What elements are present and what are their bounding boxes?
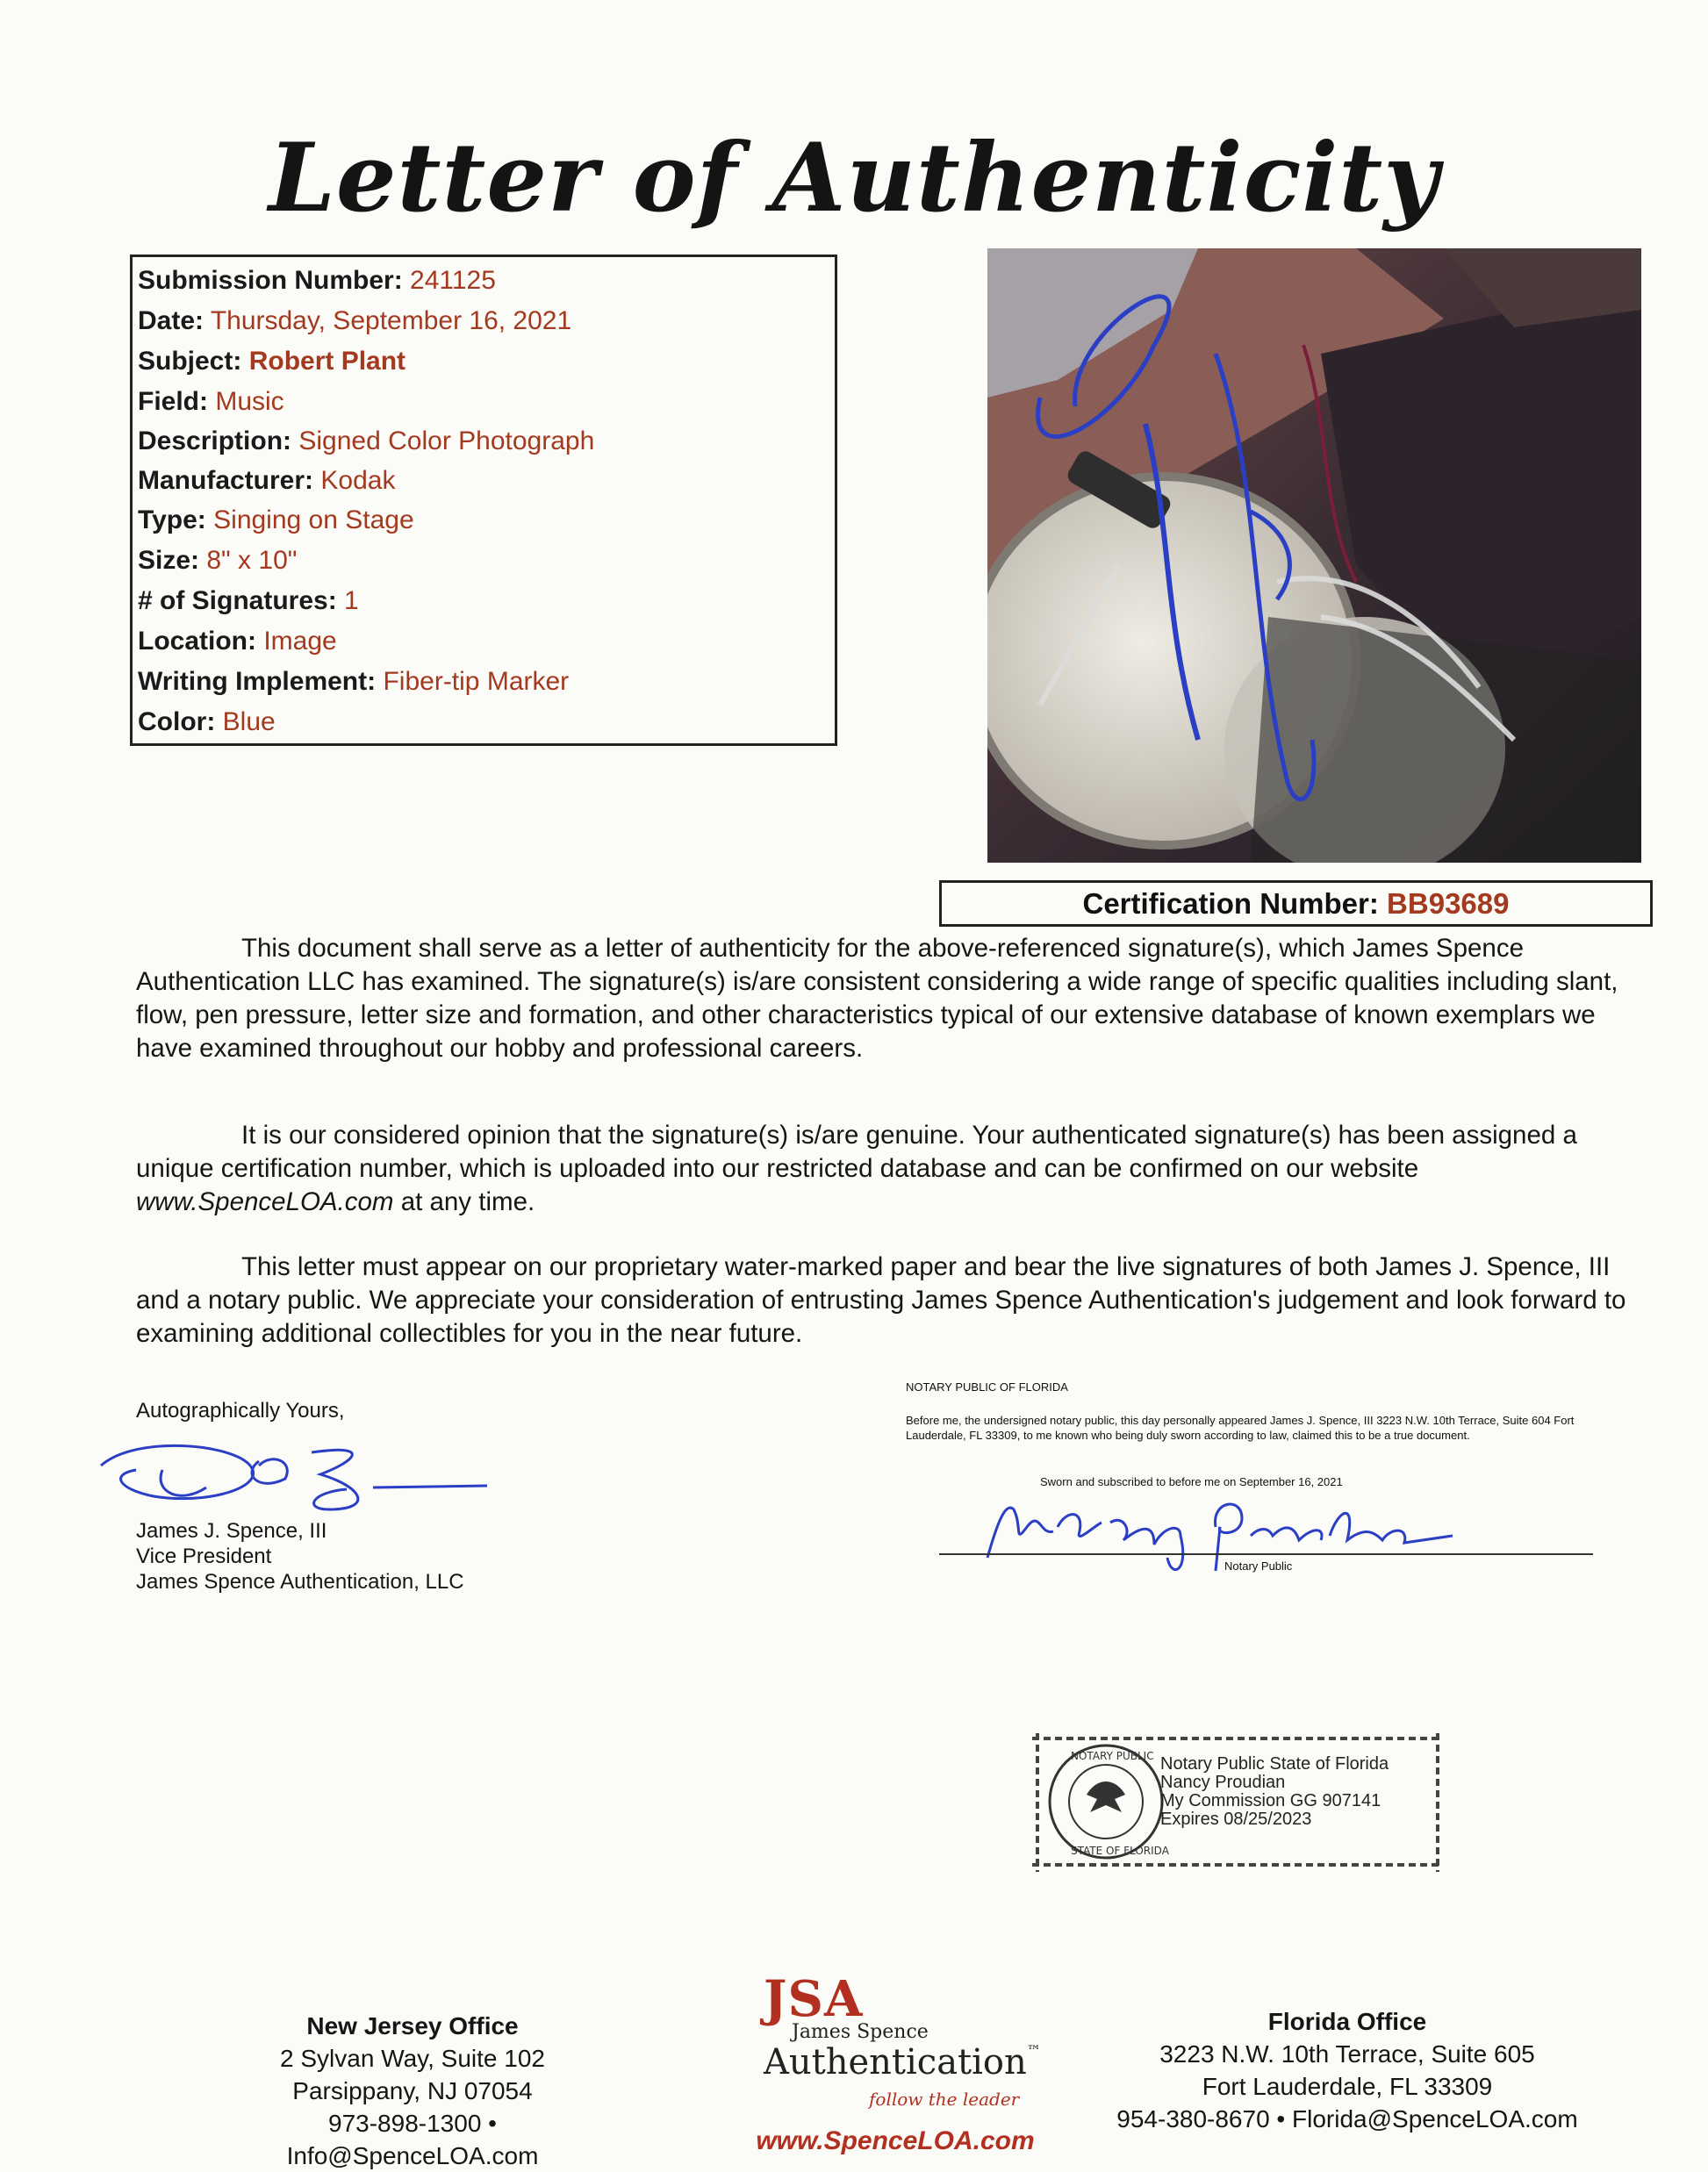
- seal-line-2: Nancy Proudian: [1160, 1773, 1286, 1792]
- notary-sworn-text: Sworn and subscribed to before me on September 16, 2021: [1040, 1475, 1343, 1488]
- website-link-inline[interactable]: www.SpenceLOA.com: [136, 1187, 394, 1216]
- detail-description: Description: Signed Color Photograph: [138, 427, 595, 455]
- seal-line-1: Notary Public State of Florida: [1160, 1754, 1389, 1774]
- notary-statement: Before me, the undersigned notary public, this day personally appeared James J. Spence, III 3223 N.W. 10th Terrace, Suite 604 Fort Lauderdale, FL 33309, to me known who being duly sworn according to law, claimed this to be a true document.: [906, 1414, 1575, 1442]
- detail-subject: Subject: Robert Plant: [138, 347, 406, 376]
- seal-line-4: Expires 08/25/2023: [1160, 1810, 1312, 1829]
- signer-company: James Spence Authentication, LLC: [136, 1570, 464, 1594]
- submission-details-box: [130, 254, 837, 746]
- seal-text-block: [1160, 1755, 1389, 1829]
- seal-ring-top: NOTARY PUBLIC: [1071, 1750, 1154, 1762]
- detail-color: Color: Blue: [138, 707, 276, 736]
- seal-ring-bottom: STATE OF FLORIDA: [1071, 1845, 1169, 1857]
- florida-office: Florida Office 3223 N.W. 10th Terrace, Suite 605 Fort Lauderdale, FL 33309 954-380-8670 • Florida@SpenceLOA.com: [1116, 2008, 1578, 2133]
- certification-label: Certification Number:: [1082, 887, 1379, 920]
- notary-signature-line: [939, 1553, 1593, 1555]
- jsa-logo: [728, 1970, 1062, 2146]
- jsa-logo-letters: JSA: [764, 1970, 864, 2028]
- seal-line-3: My Commission GG 907141: [1160, 1791, 1381, 1810]
- detail-type: Type: Singing on Stage: [138, 505, 414, 534]
- paragraph-watermark: This letter must appear on our proprietary water-marked paper and bear the live signatures of both James J. Spence, III and a notary public. We appreciate your consideration of entrusting James Spence Authentication's judgement and look forward to examining additional collectibles for you in the near future.: [136, 1252, 1626, 1348]
- signer-position: Vice President: [136, 1545, 272, 1568]
- paragraph-opinion: It is our considered opinion that the signature(s) is/are genuine. Your authenticated signature(s) has been assigned a unique certification number, which is uploaded into our restricted database and can be confirmed on our website www.SpenceLOA.com at any time.: [136, 1121, 1577, 1216]
- detail-date: Date: Thursday, September 16, 2021: [138, 306, 572, 335]
- signed-item-photo: [987, 248, 1641, 863]
- detail-signature-count: # of Signatures: 1: [138, 586, 359, 615]
- new-jersey-office: New Jersey Office 2 Sylvan Way, Suite 102 Parsippany, NJ 07054 973-898-1300 • Info@SpenceLOA.com: [280, 2012, 545, 2169]
- detail-submission-number: Submission Number: 241125: [138, 266, 496, 295]
- jsa-logo-authentication: Authentication™: [764, 2042, 1041, 2082]
- spence-signature-icon: [83, 1426, 496, 1523]
- certification-value: BB93689: [1387, 887, 1510, 920]
- website-link[interactable]: www.SpenceLOA.com: [756, 2126, 1035, 2155]
- detail-manufacturer: Manufacturer: Kodak: [138, 466, 396, 495]
- closing-text: Autographically Yours,: [136, 1399, 345, 1423]
- detail-field: Field: Music: [138, 387, 284, 416]
- notary-caption: Notary Public: [1224, 1559, 1293, 1573]
- notary-heading: NOTARY PUBLIC OF FLORIDA: [906, 1380, 1068, 1394]
- document-title: Letter of Authenticity: [268, 123, 1440, 233]
- detail-size: Size: 8" x 10": [138, 546, 298, 575]
- jsa-logo-tagline: follow the leader: [869, 2089, 1020, 2110]
- detail-writing-implement: Writing Implement: Fiber-tip Marker: [138, 667, 570, 696]
- jsa-logo-james-spence: James Spence: [792, 2021, 929, 2043]
- notary-signature-icon: [979, 1474, 1505, 1571]
- detail-location: Location: Image: [138, 627, 337, 656]
- certification-number-box: [939, 880, 1653, 927]
- paragraph-examination: This document shall serve as a letter of authenticity for the above-referenced signature(s), which James Spence Authentication LLC has examined. The signature(s) is/are consistent considering a wide range of specific qualities including slant, flow, pen pressure, letter size and formation, and other characteristics typical of our extensive database of known exemplars we have examined throughout our hobby and professional careers.: [136, 934, 1618, 1063]
- signer-name: James J. Spence, III: [136, 1519, 327, 1543]
